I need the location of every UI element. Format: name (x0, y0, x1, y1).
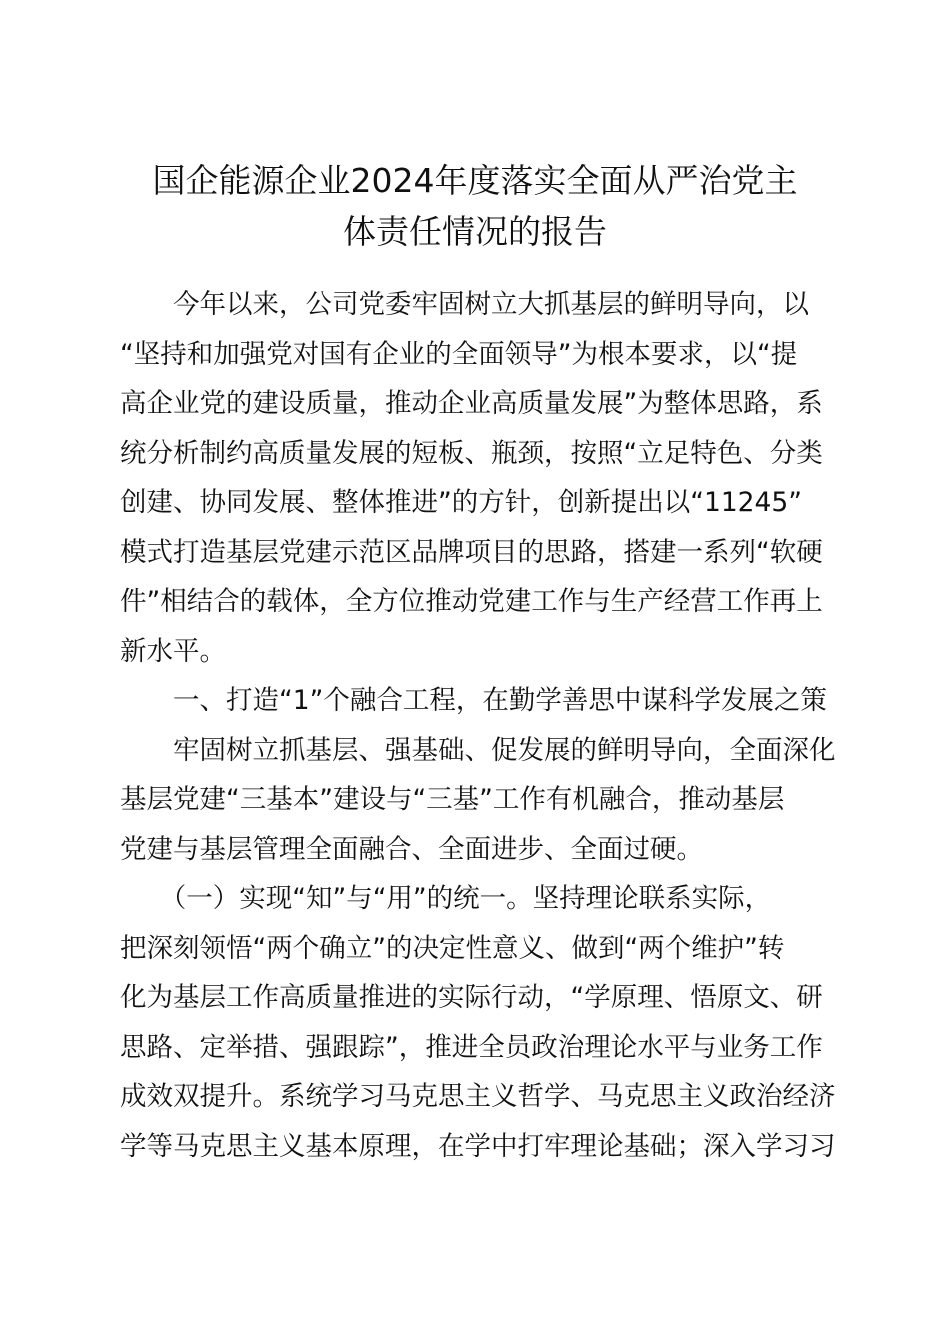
text-line: 牢固树立抓基层、强基础、促发展的鲜明导向，全面深化 (120, 734, 836, 766)
text-line: 高企业党的建设质量，推动企业高质量发展”为整体思路，系 (120, 388, 823, 419)
text-line: 件”相结合的载体，全方位推动党建工作与生产经营工作再上 (120, 586, 823, 617)
paragraph-subsection-1 (120, 874, 840, 1171)
title-line: 国企能源企业2024年度落实全面从严治党主 (152, 161, 798, 200)
document-body (120, 280, 840, 1171)
text-line: 成效双提升。系统学习马克思主义哲学、马克思主义政治经济 (120, 1081, 836, 1112)
title-line: 体责任情况的报告 (343, 212, 607, 251)
paragraph-section-1 (120, 726, 840, 875)
text-line: （一）实现“知”与“用”的统一。坚持理论联系实际， (120, 883, 772, 914)
text-line: 今年以来，公司党委牢固树立大抓基层的鲜明导向，以 (120, 289, 809, 320)
text-line: 化为基层工作高质量推进的实际行动，“学原理、悟原文、研 (120, 982, 823, 1013)
text-line: 创建、协同发展、整体推进”的方针，创新提出以“11245” (120, 487, 802, 518)
paragraph-intro (120, 280, 840, 676)
text-line: 基层党建“三基本”建设与“三基”工作有机融合，推动基层 (120, 784, 785, 815)
text-line: 新水平。 (120, 635, 226, 667)
text-line: 思路、定举措、强跟踪”，推进全员政治理论水平与业务工作 (120, 1031, 823, 1063)
text-line: “坚持和加强党对国有企业的全面领导”为根本要求，以“提 (120, 338, 798, 370)
text-line: 学等马克思主义基本原理，在学中打牢理论基础；深入学习习 (120, 1130, 836, 1162)
section-heading-1 (120, 676, 840, 726)
text-line: 党建与基层管理全面融合、全面进步、全面过硬。 (120, 833, 703, 865)
text-line: 把深刻领悟“两个确立”的决定性意义、做到“两个维护”转 (120, 932, 785, 964)
text-line: 统分析制约高质量发展的短板、瓶颈，按照“立足特色、分类 (120, 437, 823, 469)
text-line: 模式打造基层党建示范区品牌项目的思路，搭建一系列“软硬 (120, 536, 823, 568)
document-title (105, 155, 845, 257)
heading-line: 一、打造“1”个融合工程，在勤学善思中谋科学发展之策 (120, 685, 827, 716)
